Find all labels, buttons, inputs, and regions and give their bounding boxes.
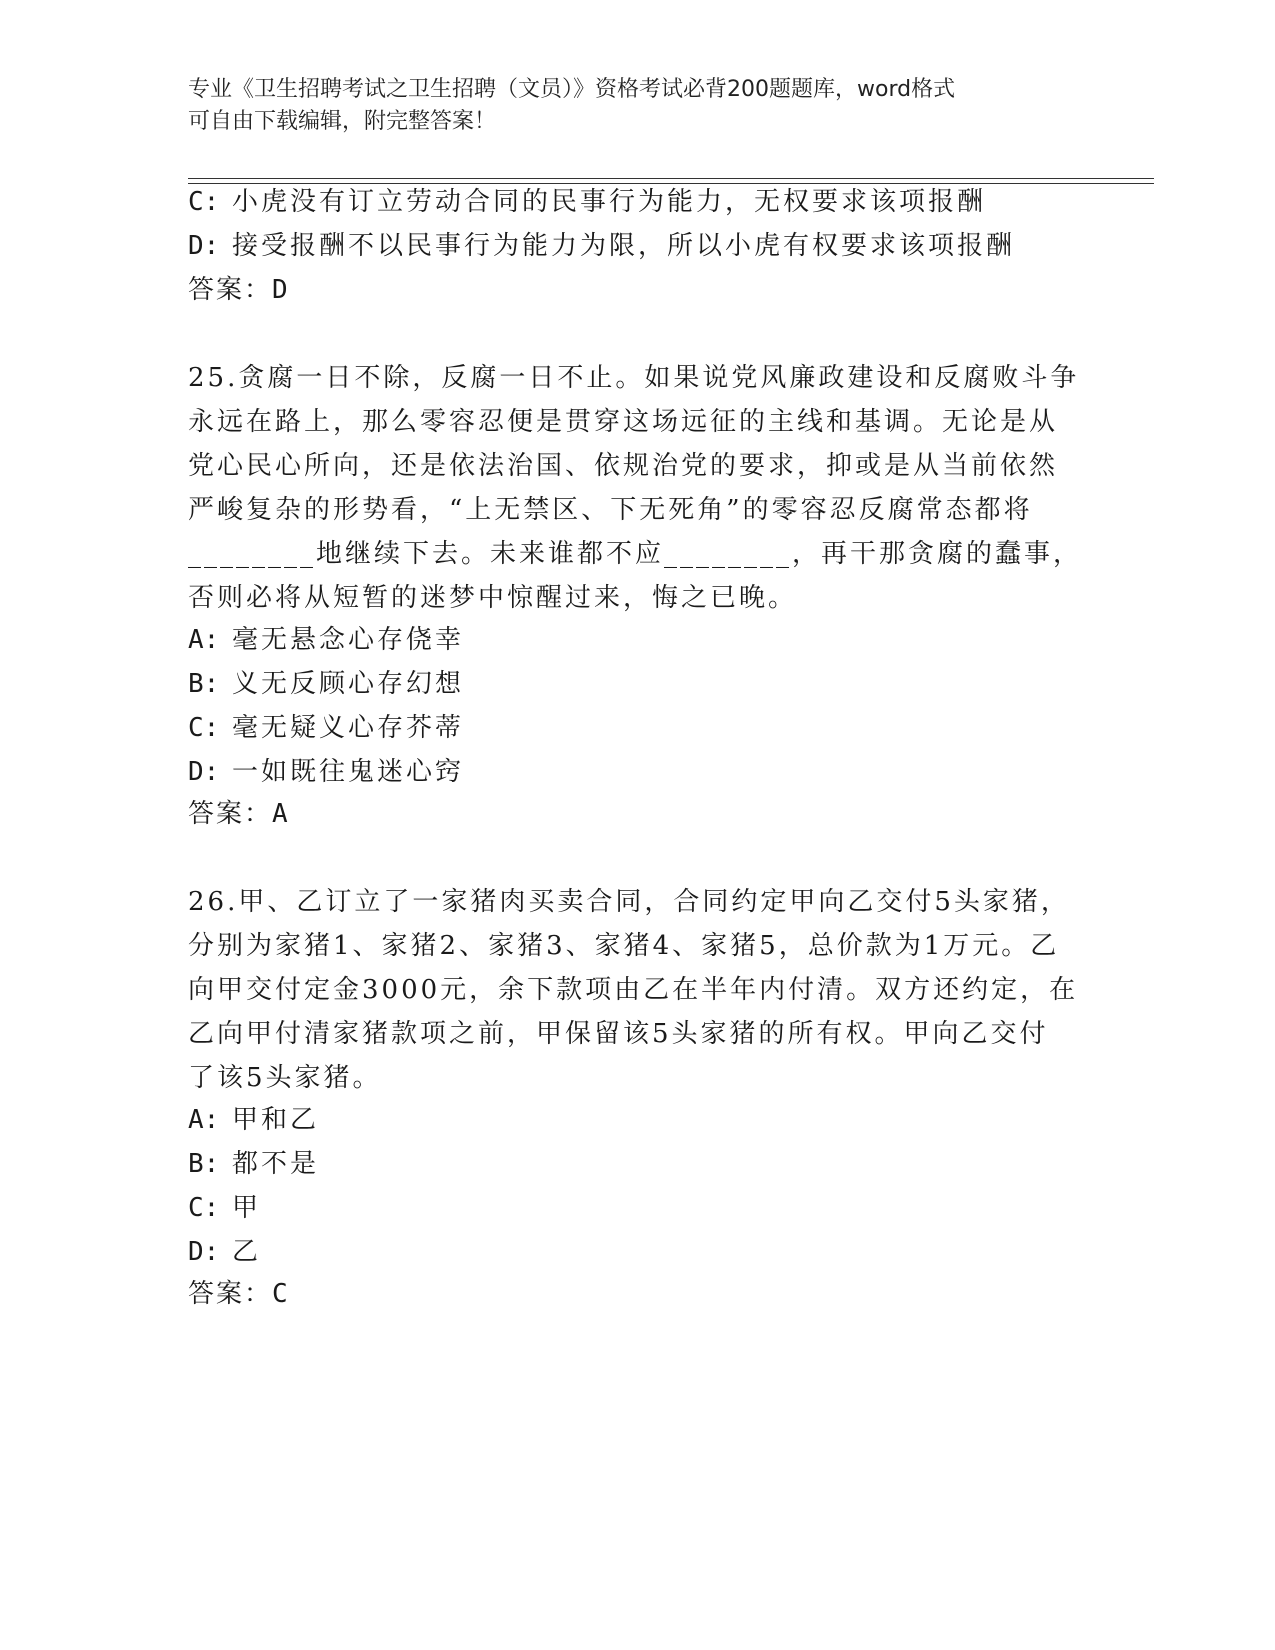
document-header [188, 74, 1088, 138]
q25-stem-line: 党心民心所向，还是依法治国、依规治党的要求，抑或是从当前依然 [188, 451, 1059, 481]
q26-stem-line: 向甲交付定金3000元，余下款项由乙在半年内付清。双方还约定，在 [188, 975, 1079, 1005]
q25-option-d [188, 756, 464, 788]
option-text: 甲 [232, 1193, 262, 1223]
answer-label: 答案： [188, 275, 273, 305]
q25-stem-line: 25.贪腐一日不除，反腐一日不止。如果说党风廉政建设和反腐败斗争 [188, 363, 1080, 393]
q26-option-d [188, 1236, 261, 1268]
q25-stem-line: 否则必将从短暂的迷梦中惊醒过来，悔之已晚。 [188, 583, 798, 613]
option-key: D: [188, 231, 220, 261]
answer-label: 答案： [188, 1279, 273, 1309]
q26-option-b [188, 1148, 319, 1180]
q26-stem-line: 26.甲、乙订立了一家猪肉买卖合同，合同约定甲向乙交付5头家猪， [188, 887, 1070, 917]
q25-option-b [188, 668, 464, 700]
q26-stem-line: 了该5头家猪。 [188, 1063, 382, 1093]
q26-answer [188, 1278, 290, 1310]
q24-option-c [188, 186, 986, 218]
answer-label: 答案： [188, 799, 273, 829]
q26-stem-line: 乙向甲付清家猪款项之前，甲保留该5头家猪的所有权。甲向乙交付 [188, 1019, 1049, 1049]
q25-answer [188, 798, 290, 830]
option-key: A: [188, 625, 220, 655]
q25-option-c [188, 712, 464, 744]
option-text: 都不是 [232, 1149, 320, 1179]
option-text: 乙 [232, 1237, 262, 1267]
header-divider-bottom [188, 183, 1154, 184]
option-text: 义无反顾心存幻想 [232, 669, 465, 699]
option-text: 甲和乙 [232, 1105, 320, 1135]
option-text: 接受报酬不以民事行为能力为限，所以小虎有权要求该项报酬 [232, 231, 1016, 261]
q25-stem-line: 永远在路上，那么零容忍便是贯穿这场远征的主线和基调。无论是从 [188, 407, 1059, 437]
q25-stem-line: 严峻复杂的形势看，“上无禁区、下无死角”的零容忍反腐常态都将 [188, 495, 1033, 525]
option-key: C: [188, 713, 220, 743]
option-text: 小虎没有订立劳动合同的民事行为能力，无权要求该项报酬 [232, 187, 987, 217]
option-key: B: [188, 1149, 220, 1179]
q26-stem-line: 分别为家猪1、家猪2、家猪3、家猪4、家猪5，总价款为1万元。乙 [188, 931, 1060, 961]
q25-option-a [188, 624, 464, 656]
option-key: D: [188, 1237, 220, 1267]
option-text: 一如既往鬼迷心窍 [232, 757, 465, 787]
option-key: C: [188, 1193, 220, 1223]
option-key: D: [188, 757, 220, 787]
q26-option-c [188, 1192, 261, 1224]
q26-option-a [188, 1104, 319, 1136]
option-text: 毫无疑义心存芥蒂 [232, 713, 465, 743]
answer-value: C [272, 1279, 290, 1309]
header-line-1: 专业《卫生招聘考试之卫生招聘（文员）》资格考试必背200题题库，word格式 [188, 77, 956, 102]
header-divider-top [188, 178, 1154, 179]
option-key: A: [188, 1105, 220, 1135]
q25-stem-line: ________地继续下去。未来谁都不应________，再干那贪腐的蠢事， [188, 539, 1083, 569]
option-key: C: [188, 187, 220, 217]
answer-value: A [272, 799, 290, 829]
option-key: B: [188, 669, 220, 699]
header-line-2: 可自由下载编辑，附完整答案！ [188, 109, 497, 134]
q24-option-d [188, 230, 1015, 262]
q24-answer [188, 274, 290, 306]
answer-value: D [272, 275, 290, 305]
option-text: 毫无悬念心存侥幸 [232, 625, 465, 655]
